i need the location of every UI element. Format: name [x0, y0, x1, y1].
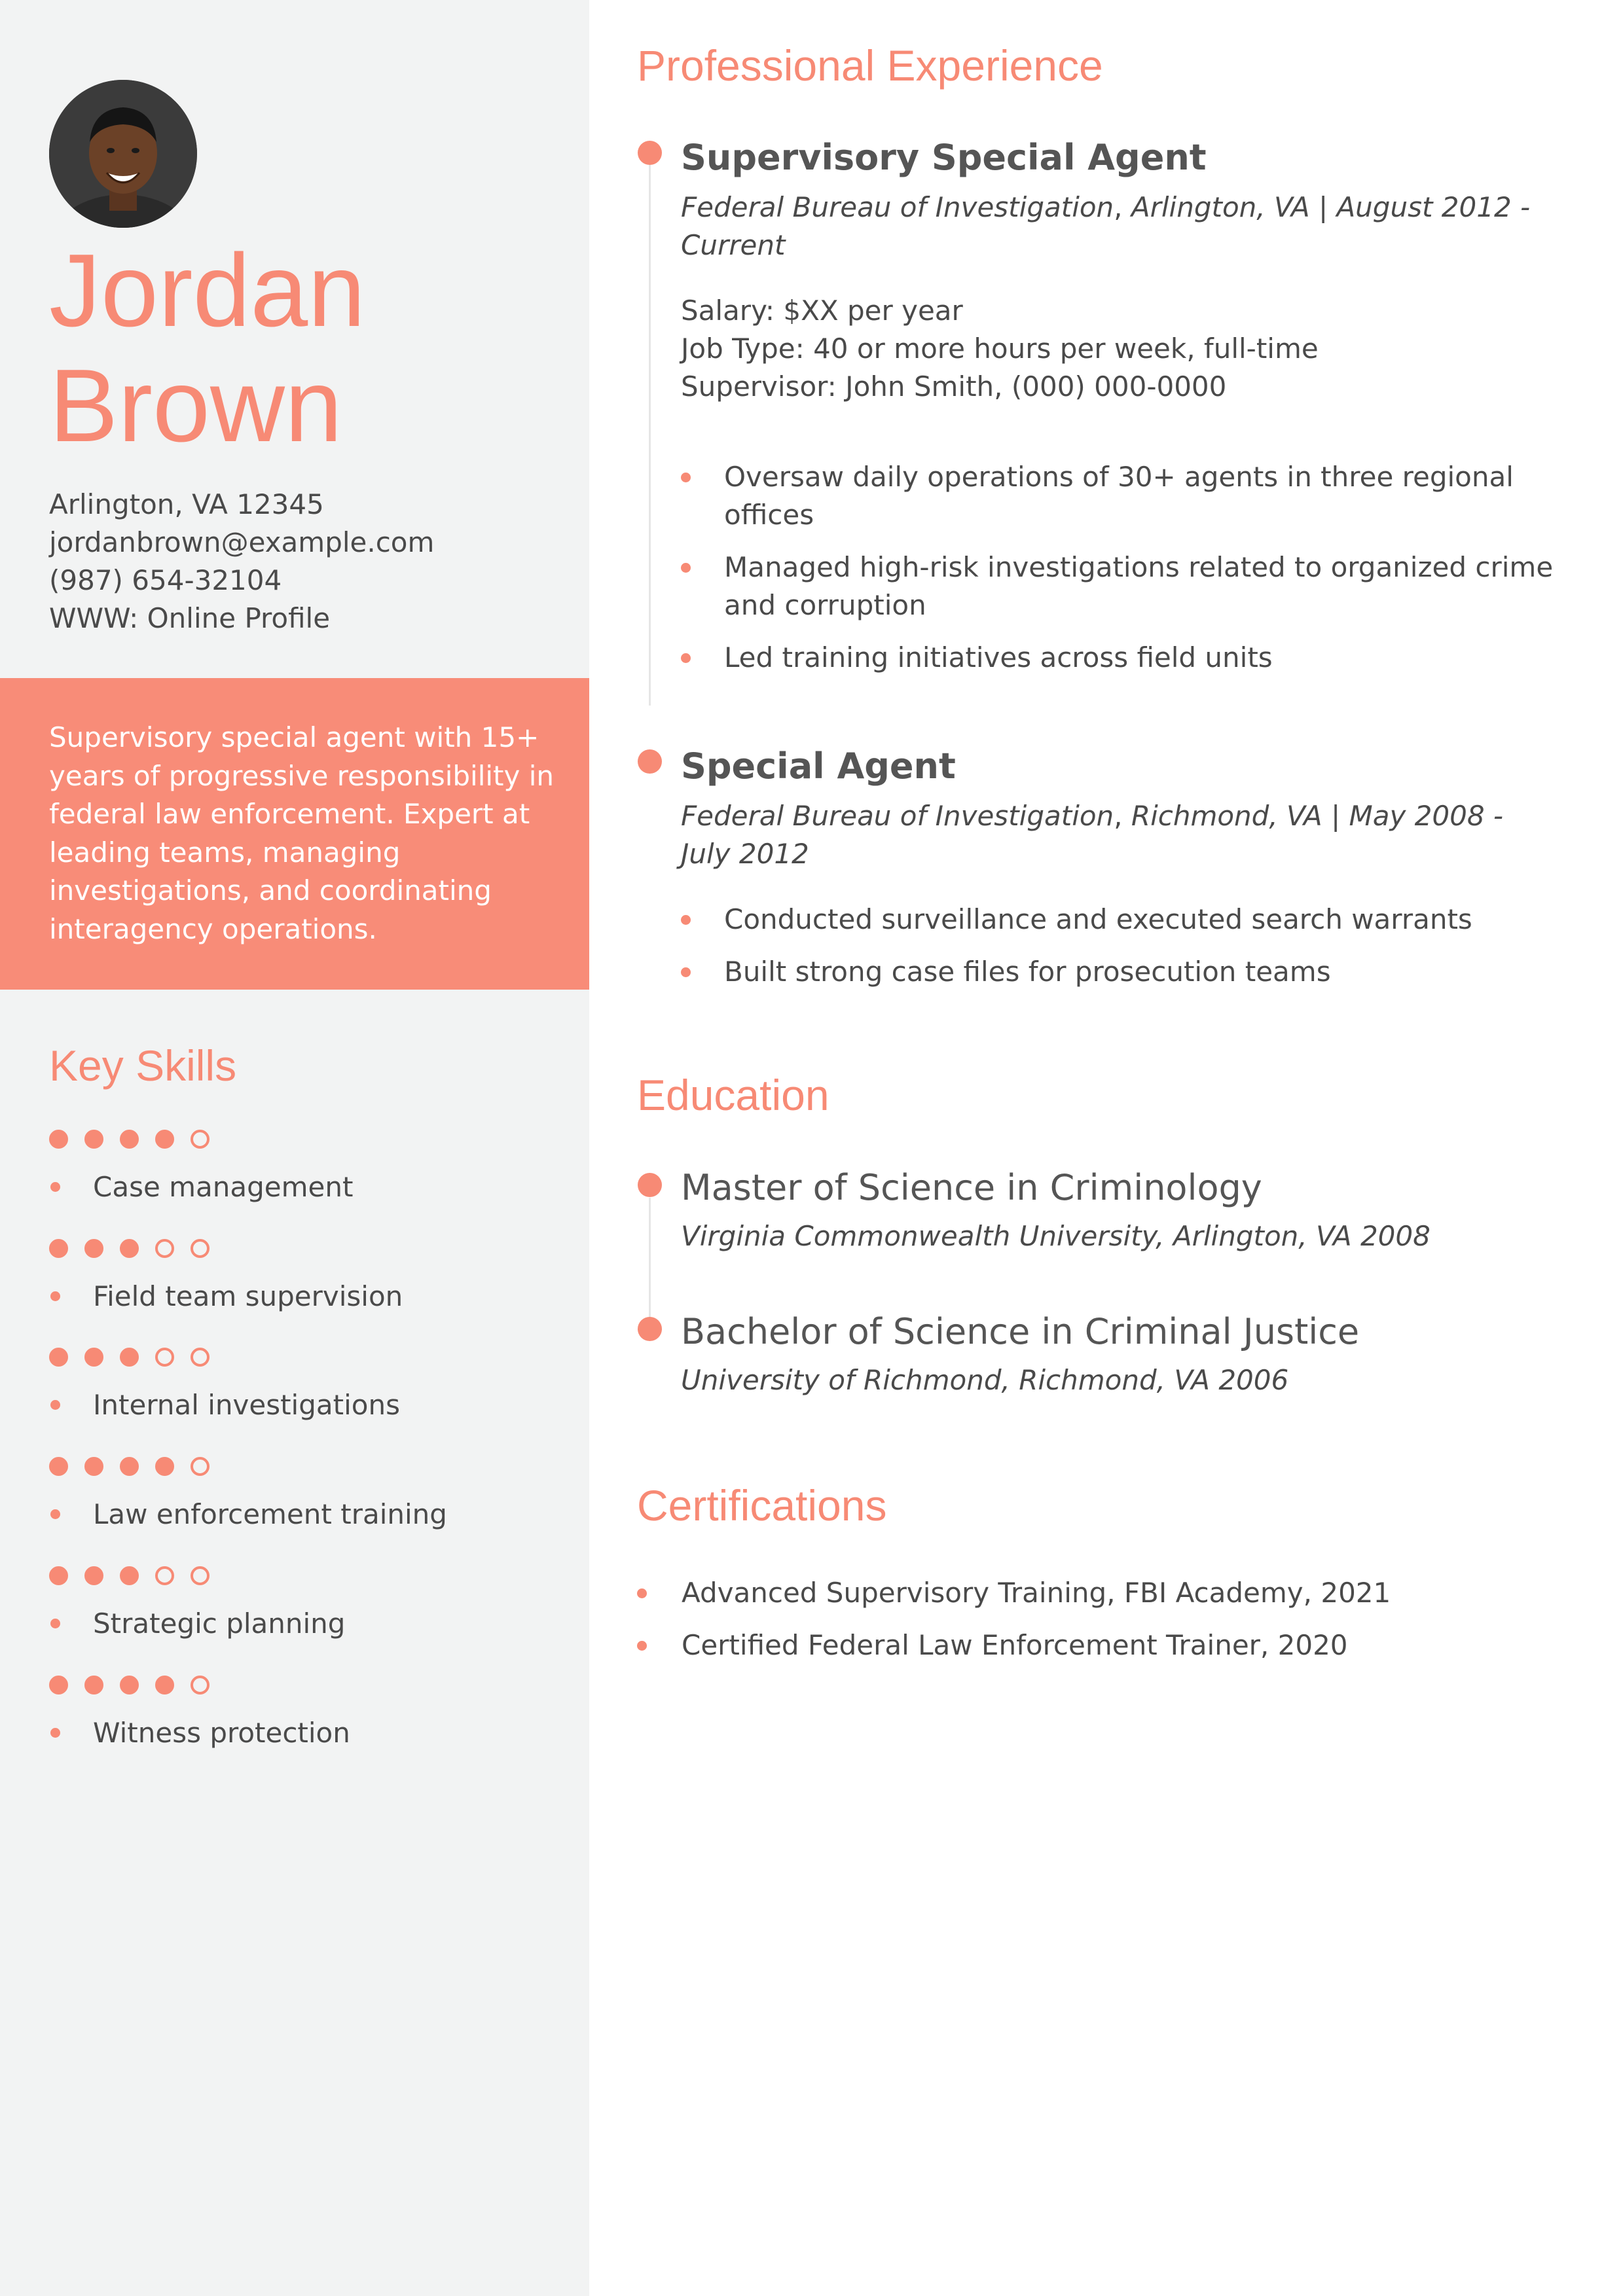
job-bullets — [681, 901, 1591, 991]
rating-dot-empty — [155, 1348, 174, 1367]
contact-email[interactable]: jordanbrown@example.com — [49, 526, 435, 558]
job-type: Job Type: 40 or more hours per week, full-time — [681, 332, 1319, 365]
rating-dot-filled — [84, 1239, 103, 1258]
skill-label: Witness protection — [49, 1716, 560, 1750]
rating-dot-filled — [120, 1676, 139, 1695]
rating-dot-filled — [49, 1676, 68, 1695]
education-degree: Bachelor of Science in Criminal Justice — [681, 1311, 1360, 1352]
education-school: University of Richmond, Richmond, VA 2006 — [681, 1364, 1289, 1396]
rating-dot-empty — [191, 1566, 210, 1585]
rating-dot-filled — [49, 1348, 68, 1367]
job-meta — [681, 797, 1591, 873]
rating-dot-filled — [155, 1676, 174, 1695]
education-entry — [681, 1166, 1591, 1255]
skill-label: Internal investigations — [49, 1388, 560, 1422]
rating-dot-filled — [84, 1676, 103, 1695]
rating-dot-empty — [191, 1130, 210, 1149]
rating-dot-filled — [84, 1457, 103, 1476]
rating-dot-filled — [120, 1130, 139, 1149]
list-item: Certified Federal Law Enforcement Trainer, 2020 — [637, 1626, 1586, 1664]
list-item: Oversaw daily operations of 30+ agents in three regional offices — [681, 458, 1591, 534]
skill-rating — [49, 1673, 560, 1696]
timeline-dot — [638, 141, 662, 165]
rating-dot-filled — [120, 1566, 139, 1585]
avatar — [49, 80, 197, 228]
education-timeline — [649, 1198, 651, 1329]
contact-address: Arlington, VA 12345 — [49, 488, 324, 520]
first-name: Jordan — [49, 233, 366, 348]
timeline-dot — [638, 1173, 662, 1197]
job-entry — [681, 745, 1591, 1005]
meta-separator: , — [1114, 800, 1123, 832]
education-entry — [681, 1310, 1591, 1399]
education-heading: Education — [637, 1071, 830, 1119]
timeline-dot — [638, 749, 662, 774]
contact-phone[interactable]: (987) 654-32104 — [49, 564, 282, 596]
last-name: Brown — [49, 348, 342, 463]
rating-dot-filled — [49, 1566, 68, 1585]
job-employer: Federal Bureau of Investigation — [681, 191, 1114, 223]
skill-item — [49, 1236, 560, 1335]
list-item: Advanced Supervisory Training, FBI Academy, 2021 — [637, 1574, 1586, 1612]
rating-dot-empty — [191, 1457, 210, 1476]
job-salary: Salary: $XX per year — [681, 295, 963, 327]
sidebar — [0, 0, 589, 2296]
certifications-heading: Certifications — [637, 1481, 887, 1530]
rating-dot-filled — [120, 1239, 139, 1258]
list-item: Conducted surveillance and executed search warrants — [681, 901, 1591, 939]
job-dates-end: July 2012 — [681, 838, 809, 870]
job-bullets — [681, 458, 1591, 677]
skill-item — [49, 1564, 560, 1662]
job-employer: Federal Bureau of Investigation — [681, 800, 1114, 832]
list-item: Led training initiatives across field units — [681, 639, 1591, 677]
contact-info — [49, 486, 560, 637]
skill-item — [49, 1345, 560, 1443]
rating-dot-filled — [84, 1566, 103, 1585]
skill-item — [49, 1454, 560, 1552]
contact-website[interactable]: WWW: Online Profile — [49, 602, 331, 634]
job-details — [681, 292, 1591, 406]
skill-item — [49, 1127, 560, 1225]
rating-dot-filled — [49, 1239, 68, 1258]
rating-dot-empty — [191, 1676, 210, 1695]
skill-rating — [49, 1345, 560, 1369]
job-title: Special Agent — [681, 745, 956, 787]
skill-label: Field team supervision — [49, 1280, 560, 1314]
rating-dot-empty — [155, 1566, 174, 1585]
profile-photo — [49, 80, 197, 228]
skill-label: Law enforcement training — [49, 1498, 560, 1532]
rating-dot-filled — [120, 1348, 139, 1367]
education-school: Virginia Commonwealth University, Arlington, VA 2008 — [681, 1220, 1431, 1252]
experience-timeline — [649, 165, 651, 706]
rating-dot-filled — [84, 1130, 103, 1149]
job-meta — [681, 188, 1591, 264]
job-entry — [681, 136, 1591, 691]
list-item: Managed high-risk investigations related to organized crime and corruption — [681, 548, 1591, 624]
rating-dot-filled — [120, 1457, 139, 1476]
rating-dot-empty — [191, 1348, 210, 1367]
list-item: Built strong case files for prosecution teams — [681, 953, 1591, 991]
skill-label: Case management — [49, 1170, 560, 1204]
skill-rating — [49, 1127, 560, 1151]
rating-dot-empty — [155, 1239, 174, 1258]
skills-heading: Key Skills — [49, 1041, 237, 1090]
skill-item — [49, 1673, 560, 1771]
experience-heading: Professional Experience — [637, 41, 1103, 90]
education-degree: Master of Science in Criminology — [681, 1167, 1262, 1208]
job-supervisor: Supervisor: John Smith, (000) 000-0000 — [681, 370, 1227, 403]
rating-dot-filled — [49, 1457, 68, 1476]
candidate-name — [49, 233, 560, 463]
rating-dot-filled — [49, 1130, 68, 1149]
rating-dot-filled — [155, 1457, 174, 1476]
job-location-dates: Arlington, VA | August 2012 - — [1122, 191, 1531, 223]
skill-rating — [49, 1454, 560, 1478]
job-title: Supervisory Special Agent — [681, 137, 1207, 178]
rating-dot-filled — [84, 1348, 103, 1367]
skill-label: Strategic planning — [49, 1607, 560, 1641]
job-location-dates: Richmond, VA | May 2008 - — [1122, 800, 1504, 832]
certifications-list — [637, 1574, 1586, 1679]
meta-separator: , — [1114, 191, 1123, 223]
rating-dot-empty — [191, 1239, 210, 1258]
timeline-dot — [638, 1317, 662, 1341]
skill-rating — [49, 1236, 560, 1260]
rating-dot-filled — [155, 1130, 174, 1149]
job-dates-end: Current — [681, 229, 786, 261]
skill-rating — [49, 1564, 560, 1587]
profile-summary: Supervisory special agent with 15+ years of progressive responsibility in federal law enforcement. Expert at leading teams, managing investigations, and coordinating interagency operations. — [49, 721, 555, 945]
